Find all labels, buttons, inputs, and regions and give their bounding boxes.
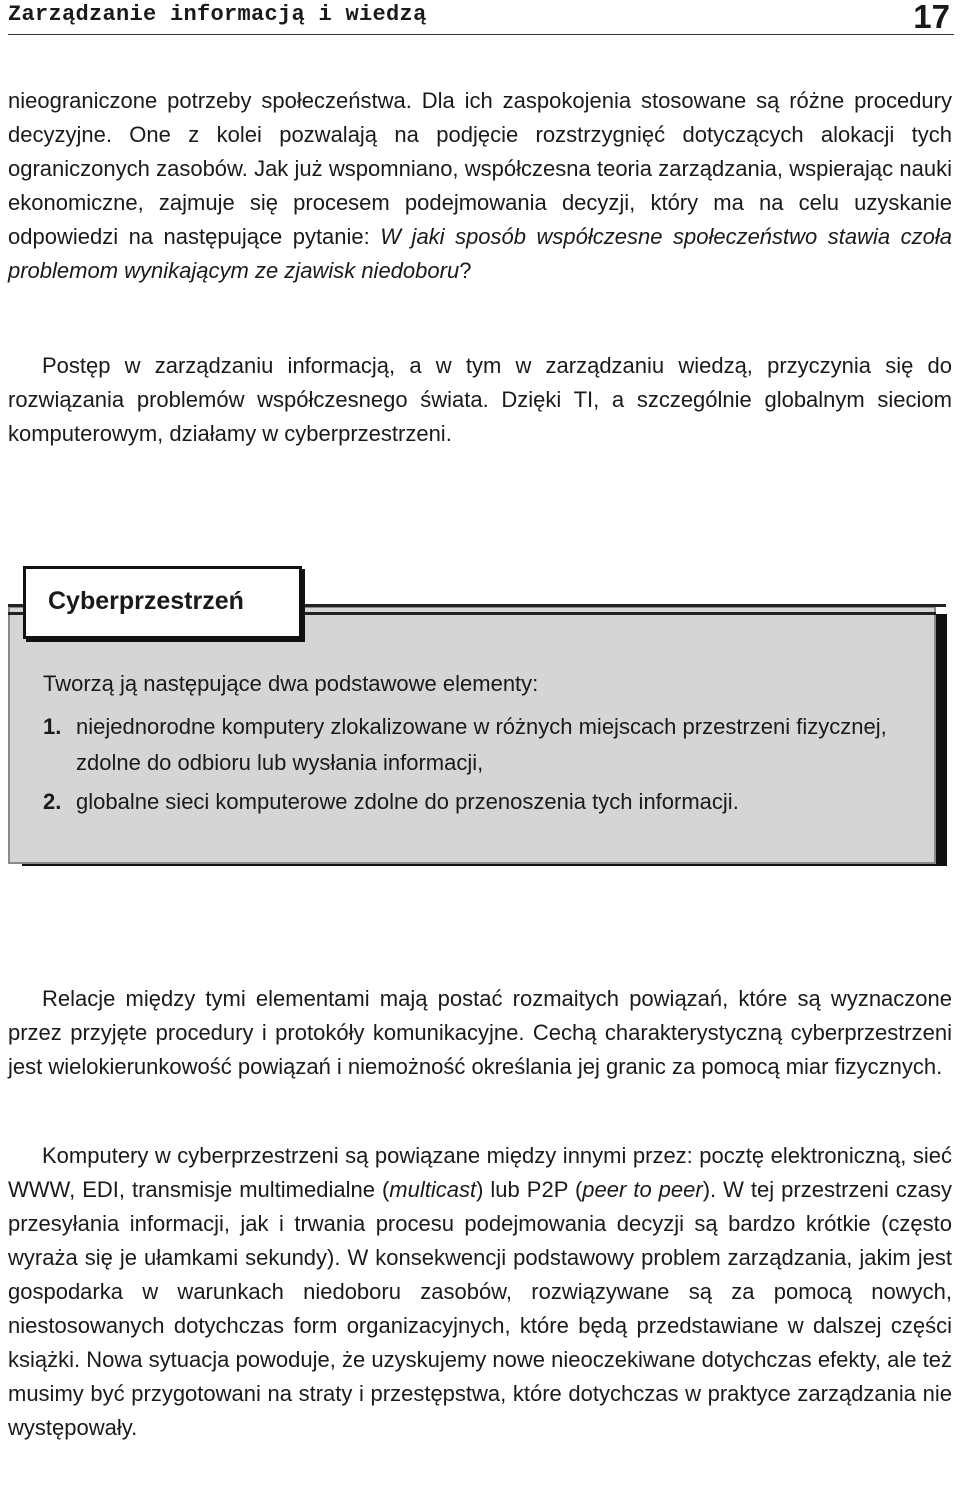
paragraph-4 — [8, 1139, 952, 1445]
page-header — [8, 0, 954, 35]
list-item-text: globalne sieci komputerowe zdolne do przenoszenia tych informacji. — [76, 789, 739, 814]
paragraph-4-text-a: Komputery w cyberprzestrzeni są powiązane między innymi przez: pocztę elektroniczną, sieć WWW, EDI, transmisje multimedialne ( — [8, 1143, 952, 1202]
paragraph-4-term-peer: peer to peer — [582, 1177, 703, 1202]
paragraph-4-text-e: ). W tej przestrzeni czasy przesyłania informacji, jak i trwania procesu podejmowania decyzji są bardzo krótkie (często wyraża się je ułamkami sekundy). W konsekwencji podstawowy problem zarządzania, jakim jest gospodarka w warunkach niedoboru zasobów, rozwiązywane są za pomocą nowych, niestosowanych dotychczas form organizacyjnych, które będą przedstawiane w dalszej części książki. Nowa sytuacja powoduje, że uzyskujemy nowe nieoczekiwane dotychczas efekty, ale też musimy być przygotowani na straty i przestępstwa, które dotychczas w praktyce zarządzania nie występowały. — [8, 1177, 952, 1440]
box-rule-right-1 — [302, 604, 946, 607]
paragraph-1-end: ? — [459, 258, 472, 283]
box-intro: Tworzą ją następujące dwa podstawowe elementy: — [43, 671, 539, 696]
paragraph-4-term-multicast: multicast — [389, 1177, 477, 1202]
paragraph-4-text-c: ) lub P2P ( — [476, 1177, 583, 1202]
paragraph-1 — [8, 84, 952, 288]
list-item-number: 2. — [43, 789, 62, 814]
box-rule-left-2 — [8, 612, 24, 615]
page-number: 17 — [913, 0, 950, 35]
box-title: Cyberprzestrzeń — [48, 587, 244, 615]
box-title-frame — [23, 566, 302, 639]
paragraph-2: Postęp w zarządzaniu informacją, a w tym w zarządzaniu wiedzą, przyczynia się do rozwiązania problemów współczesnego świata. Dzięki TI, a szczególnie globalnym sieciom komputerowym, działamy w cyberprzestrzeni. — [8, 353, 952, 446]
running-title: Zarządzanie informacją i wiedzą — [8, 2, 427, 27]
box-rule-left-1 — [8, 604, 24, 607]
box-rule-right-2 — [302, 612, 936, 615]
paragraph-1-question: W jaki sposób współczesne społeczeństwo stawia czoła problemom wynikającym ze zjawisk niedoboru — [8, 224, 953, 283]
paragraph-1-text: nieograniczone potrzeby społeczeństwa. Dla ich zaspokojenia stosowane są różne procedury decyzyjne. One z kolei pozwalają na podjęcie rozstrzygnięć dotyczących alokacji tych ograniczonych zasobów. Jak już wspomniano, współczesna teoria zarządzania, wspierając nauki ekonomiczne, zajmuje się procesem podejmowania decyzji, który ma na celu uzyskanie odpowiedzi na następujące pytanie: — [8, 88, 952, 249]
list-item-text: niejednorodne komputery zlokalizowane w różnych miejscach przestrzeni fizycznej, zdolne do odbioru lub wysłania informacji, — [76, 714, 887, 775]
box-list-item — [43, 709, 923, 781]
paragraph-3: Relacje między tymi elementami mają postać rozmaitych powiązań, które są wyznaczone przez przyjęte procedury i protokóły komunikacyjne. Cechą charakterystyczną cyberprzestrzeni jest wielokierunkowość powiązań i niemożność określania jej granic za pomocą miar fizycznych. — [8, 986, 952, 1079]
box-list-item — [43, 784, 923, 820]
list-item-number: 1. — [43, 714, 62, 739]
